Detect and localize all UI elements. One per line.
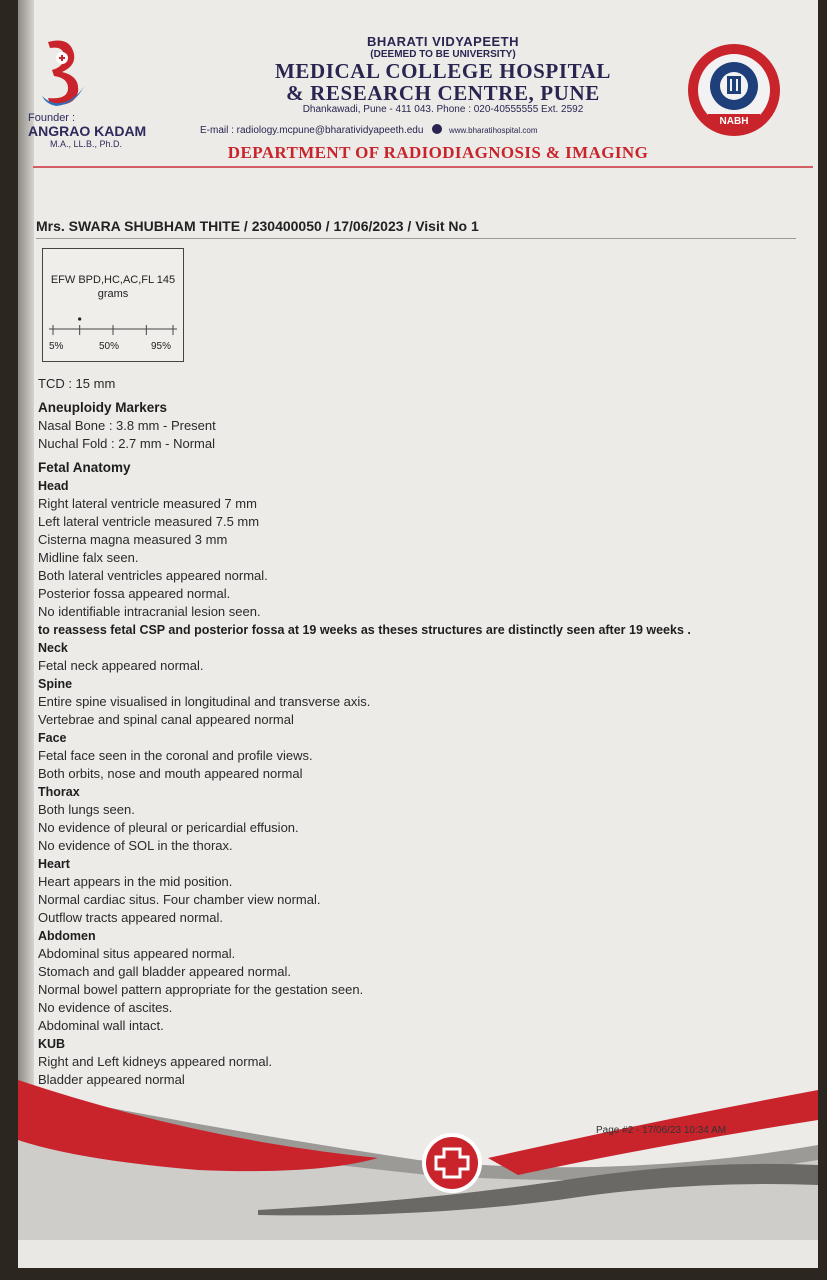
reassess-note: to reassess fetal CSP and posterior fossa at 19 weeks as theses structures are distinctly seen after 19 weeks . — [38, 623, 691, 637]
efw-chart-title: EFW BPD,HC,AC,FL 145 grams — [50, 274, 176, 300]
report-page — [18, 0, 818, 1268]
fetal-anatomy-heading: Fetal Anatomy — [38, 460, 131, 475]
thorax-heading: Thorax — [38, 785, 80, 799]
heart-heading: Heart — [38, 857, 70, 871]
abdomen-line: Abdominal wall intact. — [38, 1018, 164, 1033]
spine-line: Entire spine visualised in longitudinal and transverse axis. — [38, 694, 371, 709]
heart-line: Outflow tracts appeared normal. — [38, 910, 223, 925]
head-line: Both lateral ventricles appeared normal. — [38, 568, 268, 583]
heart-line: Normal cardiac situs. Four chamber view normal. — [38, 892, 321, 907]
page-info: Page #2 - 17/06/23 10:34 AM — [596, 1125, 727, 1136]
patient-divider — [36, 238, 796, 239]
neck-heading: Neck — [38, 641, 68, 655]
face-line: Fetal face seen in the coronal and profile views. — [38, 748, 313, 763]
spine-line: Vertebrae and spinal canal appeared normal — [38, 712, 294, 727]
neck-line: Fetal neck appeared normal. — [38, 658, 204, 673]
nasal-bone-line: Nasal Bone : 3.8 mm - Present — [38, 418, 216, 433]
head-line: Right lateral ventricle measured 7 mm — [38, 496, 257, 511]
efw-label-50: 50% — [99, 341, 120, 352]
thorax-line: Both lungs seen. — [38, 802, 135, 817]
email-text: E-mail : radiology.mcpune@bharatividyapeeth.edu — [200, 125, 424, 136]
hospital-name-block — [198, 34, 688, 115]
efw-percentile-chart — [42, 248, 184, 362]
kub-line: Right and Left kidneys appeared normal. — [38, 1054, 273, 1069]
founder-block — [28, 112, 146, 151]
head-line: Posterior fossa appeared normal. — [38, 586, 231, 601]
efw-label-95: 95% — [151, 341, 172, 352]
patient-line: Mrs. SWARA SHUBHAM THITE / 230400050 / 17/06/2023 / Visit No 1 — [36, 218, 479, 234]
spine-heading: Spine — [38, 677, 73, 691]
header-divider — [33, 166, 813, 168]
footer-emblem — [426, 1137, 478, 1189]
founder-name: ANGRAO KADAM — [28, 123, 147, 139]
head-heading: Head — [38, 479, 69, 493]
nabh-seal-text: NABH — [719, 116, 749, 127]
university-logo-icon — [40, 38, 86, 108]
website-text: www.bharatihospital.com — [449, 126, 538, 135]
hospital-address: Dhankawadi, Pune - 411 043. Phone : 020-40555555 Ext. 2592 — [302, 104, 584, 115]
abdomen-line: No evidence of ascites. — [38, 1000, 173, 1015]
tcd-measurement: TCD : 15 mm — [38, 376, 116, 391]
letterhead — [18, 0, 818, 175]
nabh-seal-icon — [686, 42, 782, 138]
nuchal-fold-line: Nuchal Fold : 2.7 mm - Normal — [38, 436, 215, 451]
department-title: DEPARTMENT OF RADIODIAGNOSIS & IMAGING — [227, 143, 649, 162]
face-heading: Face — [38, 731, 67, 745]
report-body — [38, 375, 818, 1089]
abdomen-line: Abdominal situs appeared normal. — [38, 946, 236, 961]
footer-white-band — [18, 1240, 818, 1268]
thorax-line: No evidence of pleural or pericardial effusion. — [38, 820, 299, 835]
thorax-line: No evidence of SOL in the thorax. — [38, 838, 233, 853]
aneuploidy-heading: Aneuploidy Markers — [38, 400, 168, 415]
head-line: No identifiable intracranial lesion seen. — [38, 604, 261, 619]
efw-marker — [78, 317, 81, 320]
head-line: Midline falx seen. — [38, 550, 139, 565]
face-line: Both orbits, nose and mouth appeared normal — [38, 766, 303, 781]
founder-label: Founder : — [28, 112, 76, 124]
hospital-name-line2: & RESEARCH CENTRE, PUNE — [286, 81, 600, 105]
globe-icon — [432, 124, 442, 134]
abdomen-line: Stomach and gall bladder appeared normal. — [38, 964, 291, 979]
kub-heading: KUB — [38, 1037, 66, 1051]
contact-line — [200, 124, 537, 136]
founder-degrees: M.A., LL.B., Ph.D. — [50, 139, 123, 149]
deemed-university: (DEEMED TO BE UNIVERSITY) — [370, 49, 516, 60]
abdomen-heading: Abdomen — [38, 929, 96, 943]
institution-name: BHARATI VIDYAPEETH — [366, 34, 520, 49]
hospital-name-line1: MEDICAL COLLEGE HOSPITAL — [274, 59, 612, 83]
heart-line: Heart appears in the mid position. — [38, 874, 233, 889]
head-line: Cisterna magna measured 3 mm — [38, 532, 228, 547]
abdomen-line: Normal bowel pattern appropriate for the gestation seen. — [38, 982, 364, 997]
kub-line: Bladder appeared normal — [38, 1072, 185, 1087]
head-line: Left lateral ventricle measured 7.5 mm — [38, 514, 260, 529]
efw-label-5: 5% — [49, 341, 64, 352]
footer-decoration — [18, 1050, 818, 1268]
